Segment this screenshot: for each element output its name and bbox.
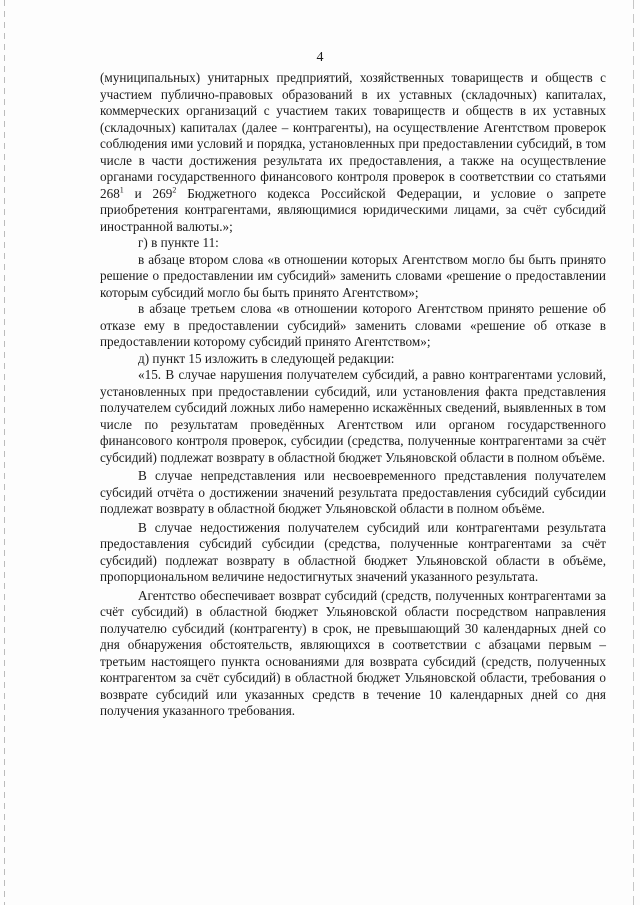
paragraph-continuation xyxy=(100,70,606,235)
paragraph: в абзаце втором слова «в отношении которых Агентством могло бы быть принято решение о предоставлении им субсидий» заменить словами «решение о предоставлении которым субсидий могло бы быть принято Агентством»; xyxy=(100,251,606,300)
paragraph-item-d: д) пункт 15 изложить в следующей редакции: xyxy=(138,350,395,366)
scan-edge-right xyxy=(633,0,634,905)
superscript: 2 xyxy=(172,185,177,195)
paragraph: Агентство обеспечивает возврат субсидий (средств, полученных контрагентами за счёт субсидий) в областной бюджет Ульяновской области посредством направления получателю субсидий (контрагенту) в срок, не превышающий 30 календарных дней со дня обнаружения обстоятельств, являющихся в соответствии с абзацами первым – третьим настоящего пункта основаниями для возврата субсидий (средств, полученных контрагентом за счёт субсидий) в областной бюджет Ульяновской области, требования о возврате субсидий или указанных средств в течение 10 календарных дней со дня получения указанного требования. xyxy=(100,587,606,718)
paragraph-text: Бюджетного кодекса Российской Федерации, и условие о запрете приобретения контрагентами, являющимися юридическими лицами, за счёт субсидий иностранной валюты.»; xyxy=(100,185,606,234)
paragraph-text: (муниципальных) унитарных предприятий, хозяйственных товариществ и обществ с участием публично-правовых образований в их уставных (складочных) капиталах, коммерческих организаций с участием таких товариществ и обществ в их уставных (складочных) капиталах (далее – контрагенты), на осуществление Агентством проверок соблюдения ими условий и порядка, установленных при предоставлении субсидий, в том числе в части достижения результата их предоставления, а также на осуществление органами государственного финансового контроля проверок в соответствии со статьями 268 xyxy=(100,70,606,201)
paragraph-item-g: г) в пункте 11: xyxy=(138,235,219,250)
superscript: 1 xyxy=(119,185,124,195)
paragraph-text: и 269 xyxy=(123,185,173,201)
paragraph: В случае непредставления или несвоевременного представления получателем субсидий отчёта о достижении значений результата предоставления субсидий субсидии подлежат возврату в областной бюджет Ульяновской области в полном объёме. xyxy=(100,468,606,516)
paragraph: В случае недостижения получателем субсидий или контрагентами результата предоставления субсидий субсидии (средства, полученные контрагентами за счёт субсидий) подлежат возврату в областной бюджет Ульяновской области в объёме, пропорциональном величине недостигнутых значений указанного результата. xyxy=(100,519,606,584)
paragraph-clause-15: «15. В случае нарушения получателем субсидий, а равно контрагентами условий, установленных при предоставлении субсидий, или установления факта представления получателем субсидий ложных либо намеренно искажённых сведений, выявленных в том числе по результатам проведённых Агентством или органом государственного финансового контроля проверок, субсидии (средства, полученные контрагентами за счёт субсидий) подлежат возврату в областной бюджет Ульяновской области в полном объёме. xyxy=(100,367,606,465)
paragraph: в абзаце третьем слова «в отношении которого Агентством принято решение об отказе ему в предоставлении субсидий» заменить словами «решение об отказе в предоставлении которому субсидий принято Агентством»; xyxy=(100,301,606,349)
scan-edge-left xyxy=(4,0,5,905)
document-body xyxy=(100,70,606,720)
page-number: 4 xyxy=(316,50,324,65)
